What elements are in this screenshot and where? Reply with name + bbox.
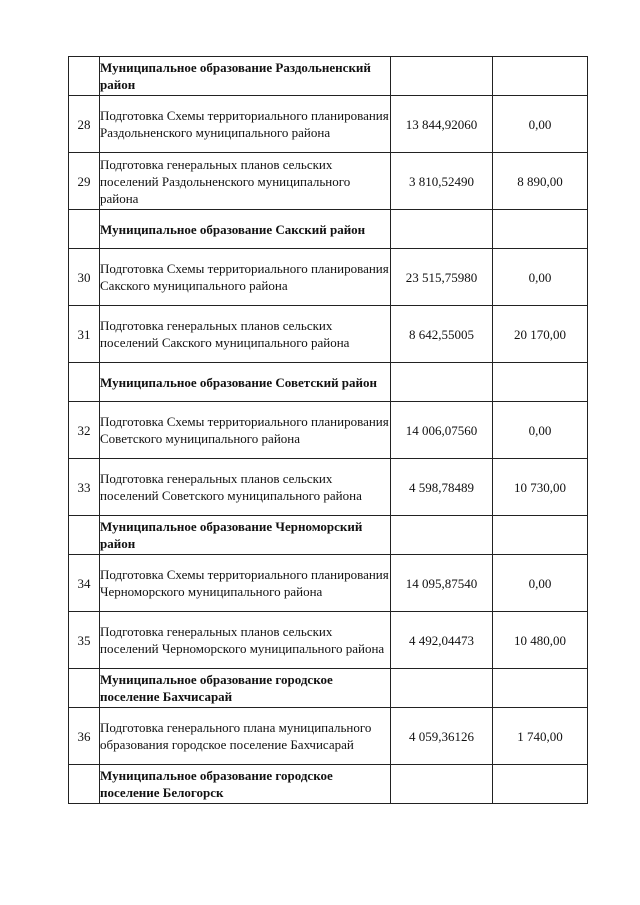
row-number-cell (69, 765, 100, 804)
value1-cell (391, 669, 493, 708)
section-row (69, 516, 588, 555)
value2: 0,00 (493, 402, 588, 459)
row-number: 36 (69, 708, 100, 765)
row-number-cell (69, 669, 100, 708)
section-title: Муниципальное образование городское поселение Бахчисарай (100, 669, 391, 708)
value1-cell (391, 210, 493, 249)
municipal-planning-table (68, 56, 588, 804)
row-number-cell (69, 210, 100, 249)
table-row (69, 96, 588, 153)
value2: 10 480,00 (493, 612, 588, 669)
value2: 10 730,00 (493, 459, 588, 516)
section-row (69, 669, 588, 708)
row-number: 35 (69, 612, 100, 669)
row-number: 33 (69, 459, 100, 516)
item-description: Подготовка генеральных планов сельских поселений Черноморского муниципального района (100, 612, 391, 669)
section-row (69, 57, 588, 96)
value2-cell (493, 765, 588, 804)
section-title: Муниципальное образование Черноморский район (100, 516, 391, 555)
value2: 0,00 (493, 249, 588, 306)
section-title: Муниципальное образование городское поселение Белогорск (100, 765, 391, 804)
table-row (69, 459, 588, 516)
row-number: 31 (69, 306, 100, 363)
value1: 14 095,87540 (391, 555, 493, 612)
value2-cell (493, 57, 588, 96)
item-description: Подготовка генеральных планов сельских поселений Советского муниципального района (100, 459, 391, 516)
value1-cell (391, 363, 493, 402)
row-number-cell (69, 57, 100, 96)
row-number-cell (69, 516, 100, 555)
section-row (69, 210, 588, 249)
section-title: Муниципальное образование Раздольненский район (100, 57, 391, 96)
table-row (69, 402, 588, 459)
section-row (69, 363, 588, 402)
section-row (69, 765, 588, 804)
row-number-cell (69, 363, 100, 402)
item-description: Подготовка Схемы территориального планирования Сакского муниципального района (100, 249, 391, 306)
row-number: 28 (69, 96, 100, 153)
value2-cell (493, 363, 588, 402)
item-description: Подготовка Схемы территориального планирования Раздольненского муниципального района (100, 96, 391, 153)
value1: 4 059,36126 (391, 708, 493, 765)
table-row (69, 306, 588, 363)
value1-cell (391, 765, 493, 804)
value2-cell (493, 516, 588, 555)
value1: 14 006,07560 (391, 402, 493, 459)
item-description: Подготовка Схемы территориального планирования Советского муниципального района (100, 402, 391, 459)
value1: 3 810,52490 (391, 153, 493, 210)
row-number: 34 (69, 555, 100, 612)
item-description: Подготовка генерального плана муниципального образования городское поселение Бахчисарай (100, 708, 391, 765)
value2: 8 890,00 (493, 153, 588, 210)
item-description: Подготовка Схемы территориального планирования Черноморского муниципального района (100, 555, 391, 612)
table-row (69, 153, 588, 210)
table-row (69, 708, 588, 765)
value1-cell (391, 57, 493, 96)
table-row (69, 249, 588, 306)
value1: 4 492,04473 (391, 612, 493, 669)
table-row (69, 612, 588, 669)
value1: 8 642,55005 (391, 306, 493, 363)
value2: 1 740,00 (493, 708, 588, 765)
value2: 0,00 (493, 96, 588, 153)
value1: 4 598,78489 (391, 459, 493, 516)
row-number: 30 (69, 249, 100, 306)
value2: 20 170,00 (493, 306, 588, 363)
value2-cell (493, 669, 588, 708)
section-title: Муниципальное образование Сакский район (100, 210, 391, 249)
value1-cell (391, 516, 493, 555)
item-description: Подготовка генеральных планов сельских поселений Раздольненского муниципального района (100, 153, 391, 210)
value2-cell (493, 210, 588, 249)
row-number: 32 (69, 402, 100, 459)
table-row (69, 555, 588, 612)
section-title: Муниципальное образование Советский район (100, 363, 391, 402)
value2: 0,00 (493, 555, 588, 612)
value1: 13 844,92060 (391, 96, 493, 153)
item-description: Подготовка генеральных планов сельских поселений Сакского муниципального района (100, 306, 391, 363)
value1: 23 515,75980 (391, 249, 493, 306)
row-number: 29 (69, 153, 100, 210)
